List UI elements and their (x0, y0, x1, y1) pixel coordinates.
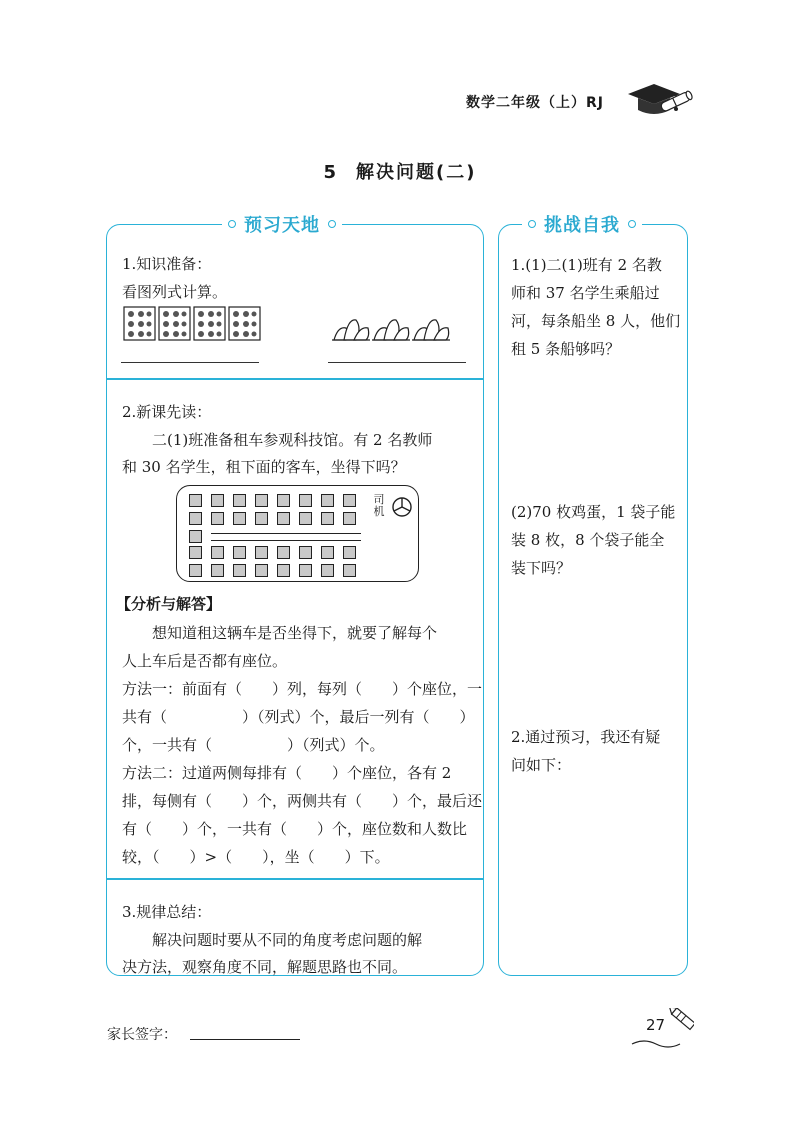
parent-signature-field[interactable] (190, 1039, 300, 1040)
bus-seat (233, 512, 246, 525)
section-divider (106, 878, 484, 880)
answer-blank[interactable] (121, 362, 259, 363)
q1-prompt: 看图列式计算。 (122, 283, 228, 301)
challenge-q2-line: 问如下： (511, 756, 572, 774)
challenge-heading: 挑战自我 (522, 210, 642, 238)
item-boxes-figure (123, 306, 263, 342)
answer-blank[interactable] (328, 362, 466, 363)
pencil-icon (630, 1008, 694, 1050)
bus-seating-diagram (176, 485, 419, 582)
challenge-q1b-line: 装 8 枚，8 个袋子能全 (511, 531, 665, 549)
bus-seat (189, 564, 202, 577)
analysis-line: 方法二：过道两侧每排有（ ）个座位，各有 2 (122, 764, 452, 782)
analysis-line: 想知道租这辆车是否坐得下，就要了解每个 (152, 624, 438, 642)
challenge-q1a-line: 租 5 条船够吗？ (511, 340, 621, 358)
bus-seat (255, 494, 268, 507)
bus-seat (343, 546, 356, 559)
q3-title: 3.规律总结： (122, 903, 212, 921)
section-divider (106, 378, 484, 380)
driver-label: 司机 (373, 493, 385, 518)
bus-seat (211, 564, 224, 577)
analysis-line: 共有（ ）（列式）个，最后一列有（ ） (122, 708, 475, 726)
aisle-line (211, 533, 361, 534)
bus-seat (233, 494, 246, 507)
bus-seat (299, 546, 312, 559)
bus-seat (321, 494, 334, 507)
bus-seat (255, 564, 268, 577)
bus-seat (343, 564, 356, 577)
bus-seat (321, 564, 334, 577)
lesson-number: 5 (323, 162, 339, 183)
bus-seat (211, 494, 224, 507)
challenge-q1a-line: 师和 37 名学生乘船过 (511, 284, 660, 302)
analysis-line: 人上车后是否都有座位。 (122, 652, 288, 670)
bus-seat (189, 530, 202, 543)
analysis-line: 有（ ）个，一共有（ ）个，座位数和人数比 (122, 820, 468, 838)
page-number: 27 (646, 1016, 666, 1034)
challenge-q1a-line: 河，每条船坐 8 人，他们 (511, 312, 681, 330)
q1-title: 1.知识准备： (122, 255, 212, 273)
ring-decoration-icon (328, 220, 336, 228)
bus-seat (211, 546, 224, 559)
analysis-line: 个，一共有（ ）（列式）个。 (122, 736, 385, 754)
bus-seat (189, 546, 202, 559)
bus-seat (277, 546, 290, 559)
fruit-piles-figure (332, 312, 452, 342)
bus-seat (299, 494, 312, 507)
challenge-q1b-line: (2)70 枚鸡蛋，1 袋子能 (511, 503, 676, 521)
bus-seat (277, 512, 290, 525)
graduation-cap-icon (626, 80, 696, 122)
ring-decoration-icon (528, 220, 536, 228)
bus-seat (233, 546, 246, 559)
steering-wheel-icon (391, 496, 413, 518)
challenge-q1b-line: 装下吗？ (511, 559, 572, 577)
bus-seat (189, 494, 202, 507)
q3-line: 决方法，观察角度不同，解题思路也不同。 (122, 958, 408, 976)
ring-decoration-icon (628, 220, 636, 228)
q3-line: 解决问题时要从不同的角度考虑问题的解 (152, 931, 423, 949)
bus-seat (299, 564, 312, 577)
bus-seat (277, 494, 290, 507)
bus-seat (233, 564, 246, 577)
bus-seat (321, 512, 334, 525)
analysis-line: 方法一：前面有（ ）列，每列（ ）个座位，一 (122, 680, 483, 698)
challenge-panel (498, 224, 688, 976)
bus-seat (255, 546, 268, 559)
q2-line: 二(1)班准备租车参观科技馆。有 2 名教师 (152, 431, 433, 449)
analysis-line: 较，（ ）>（ ），坐（ ）下。 (122, 848, 390, 866)
analysis-line: 排，每侧有（ ）个，两侧共有（ ）个，最后还 (122, 792, 483, 810)
q2-title: 2.新课先读： (122, 403, 212, 421)
lesson-name: 解决问题(二) (356, 162, 477, 183)
challenge-q1a-line: 1.(1)二(1)班有 2 名教 (511, 256, 662, 274)
ring-decoration-icon (228, 220, 236, 228)
bus-seat (299, 512, 312, 525)
book-title: 数学二年级（上）RJ (466, 95, 604, 111)
bus-seat (343, 512, 356, 525)
bus-seat (211, 512, 224, 525)
bus-seat (189, 512, 202, 525)
bus-seat (255, 512, 268, 525)
lesson-title (0, 158, 800, 184)
aisle-line (211, 540, 361, 541)
q2-line: 和 30 名学生，租下面的客车，坐得下吗？ (122, 458, 406, 476)
preview-heading: 预习天地 (222, 210, 342, 238)
challenge-q2-line: 2.通过预习，我还有疑 (511, 728, 661, 746)
bus-seat (277, 564, 290, 577)
bus-seat (343, 494, 356, 507)
parent-signature-label: 家长签字： (107, 1027, 177, 1043)
bus-seat (321, 546, 334, 559)
analysis-heading: 【分析与解答】 (116, 595, 222, 613)
